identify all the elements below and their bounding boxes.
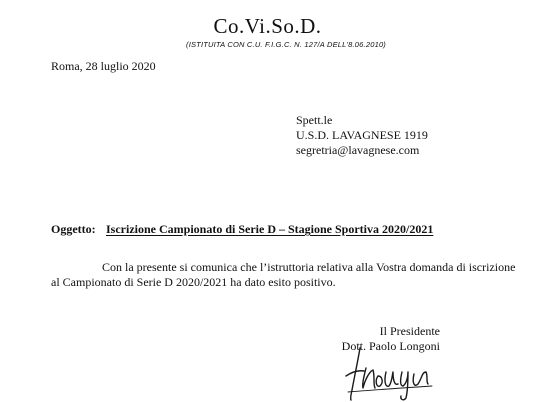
closing-name: Dott. Paolo Longoni [341, 339, 440, 353]
subject-line [51, 222, 433, 237]
recipient-block [296, 113, 428, 158]
subject-text: Iscrizione Campionato di Serie D – Stagione Sportiva 2020/2021 [106, 222, 434, 236]
recipient-salutation: Spett.le [296, 113, 333, 127]
date-line: Roma, 28 luglio 2020 [51, 59, 156, 73]
body-line-1: Con la presente si comunica che l’istruttoria relativa alla Vostra domanda di iscrizione [102, 260, 516, 274]
body-line-2: al Campionato di Serie D 2020/2021 ha dato esito positivo. [51, 275, 336, 289]
organization-subtitle: (ISTITUITA CON C.U. F.I.G.C. N. 127/A DELL'8.06.2010) [186, 40, 387, 49]
subject-label: Oggetto: [51, 222, 96, 236]
letter-body [51, 260, 516, 290]
recipient-email: segretria@lavagnese.com [296, 143, 420, 157]
organization-name: Co.Vi.So.D. [213, 14, 322, 38]
handwritten-signature [342, 346, 462, 402]
recipient-name: U.S.D. LAVAGNESE 1919 [296, 128, 428, 142]
closing-role: Il Presidente [379, 324, 440, 338]
